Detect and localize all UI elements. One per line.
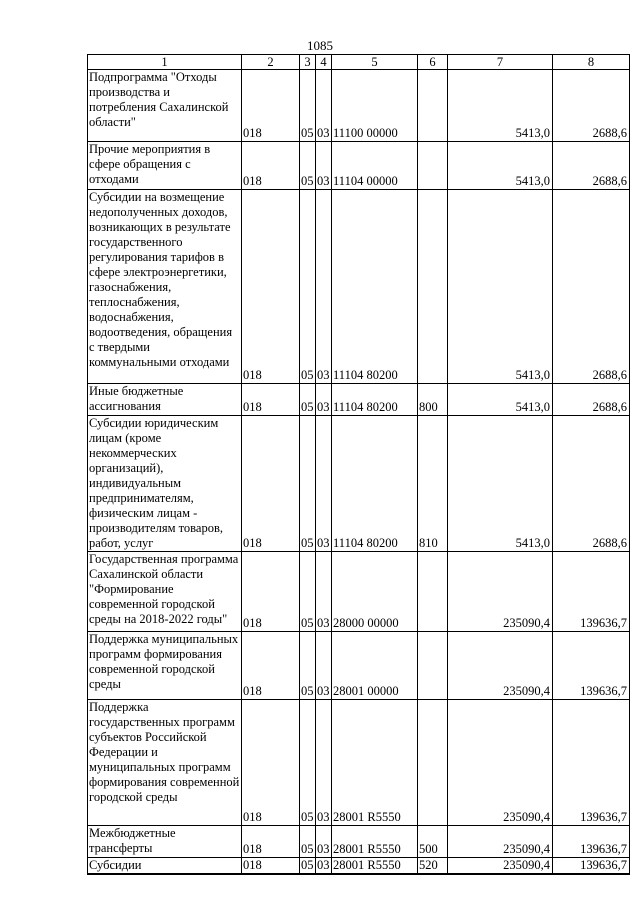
amount-1-cell: 235090,4 <box>448 552 553 632</box>
expense-type-cell: 500 <box>418 826 448 858</box>
section-cell: 05 <box>300 632 316 700</box>
amount-1-cell: 235090,4 <box>448 700 553 826</box>
amount-2-cell: 139636,7 <box>553 552 630 632</box>
subsection-cell: 03 <box>316 632 332 700</box>
row-name-cell: Субсидии на возмещение недополученных доходов, возникающих в результате государственного регулирования тарифов в сфере электроэнергетики, газоснабжения, теплоснабжения, водоснабжения, водоотведения, обращения с твердыми коммунальными отходами <box>88 190 242 384</box>
subsection-cell: 03 <box>316 416 332 552</box>
target-article-cell: 28001 00000 <box>332 632 418 700</box>
amount-1-cell: 5413,0 <box>448 416 553 552</box>
table-row <box>88 190 630 384</box>
table-row <box>88 70 630 142</box>
subsection-cell: 03 <box>317 858 330 872</box>
section-cell: 05 <box>300 416 316 552</box>
expense-type-cell: 810 <box>418 416 448 552</box>
table-row <box>88 700 630 826</box>
header-cell: 7 <box>448 55 553 70</box>
subsection-cell: 03 <box>316 552 332 632</box>
amount-2-cell: 139636,7 <box>553 858 630 875</box>
table-row <box>88 826 630 858</box>
section-cell: 05 <box>300 142 316 190</box>
header-cell: 4 <box>316 55 332 70</box>
section-cell: 05 <box>300 826 316 858</box>
table-body <box>88 55 630 875</box>
target-article-cell: 11104 80200 <box>332 190 418 384</box>
target-article-cell: 28000 00000 <box>332 552 418 632</box>
table-row <box>88 858 630 875</box>
ministry-code-cell: 018 <box>242 416 300 552</box>
section-cell: 05 <box>300 70 316 142</box>
section-cell: 05 <box>300 552 316 632</box>
ministry-code-cell: 018 <box>242 632 300 700</box>
header-cell: 3 <box>300 55 316 70</box>
header-cell: 8 <box>553 55 630 70</box>
subsection-cell: 03 <box>316 384 332 416</box>
expense-type-cell: 520 <box>418 858 448 875</box>
target-article-cell: 28001 R5550 <box>332 858 418 875</box>
ministry-code-cell: 018 <box>242 858 300 875</box>
expense-type-cell: 800 <box>418 384 448 416</box>
ministry-code-cell: 018 <box>242 552 300 632</box>
expense-type-cell <box>418 142 448 190</box>
row-name-cell: Подпрограмма "Отходы производства и потребления Сахалинской области" <box>88 70 242 142</box>
amount-2-cell: 139636,7 <box>553 632 630 700</box>
expense-type-cell <box>418 632 448 700</box>
table-row <box>88 552 630 632</box>
budget-table <box>87 54 630 875</box>
expense-type-cell <box>418 552 448 632</box>
expense-type-cell <box>418 700 448 826</box>
target-article-cell: 11104 80200 <box>332 416 418 552</box>
amount-1-cell: 5413,0 <box>448 384 553 416</box>
row-name-cell: Поддержка муниципальных программ формирования современной городской среды <box>88 632 242 700</box>
ministry-code-cell: 018 <box>242 142 300 190</box>
table-row <box>88 416 630 552</box>
amount-1-cell: 5413,0 <box>448 190 553 384</box>
amount-2-cell: 2688,6 <box>553 416 630 552</box>
amount-2-cell: 2688,6 <box>553 142 630 190</box>
target-article-cell: 28001 R5550 <box>332 826 418 858</box>
row-name-cell: Поддержка государственных программ субъектов Российской Федерации и муниципальных программ формирования современной городской среды <box>88 700 242 826</box>
amount-1-cell: 5413,0 <box>448 70 553 142</box>
expense-type-cell <box>418 190 448 384</box>
target-article-cell: 28001 R5550 <box>332 700 418 826</box>
subsection-cell: 03 <box>316 142 332 190</box>
amount-1-cell: 235090,4 <box>448 632 553 700</box>
row-name-cell: Иные бюджетные ассигнования <box>88 384 242 416</box>
amount-1-cell: 235090,4 <box>448 858 553 875</box>
ministry-code-cell: 018 <box>242 70 300 142</box>
amount-1-cell: 5413,0 <box>448 142 553 190</box>
row-name-cell: Государственная программа Сахалинской области "Формирование современной городской среды на 2018-2022 годы" <box>88 552 242 632</box>
header-cell: 2 <box>242 55 300 70</box>
amount-2-cell: 2688,6 <box>553 384 630 416</box>
subsection-cell: 03 <box>316 70 332 142</box>
section-cell: 05 <box>301 858 314 872</box>
row-name-cell: Субсидии юридическим лицам (кроме некоммерческих организаций), индивидуальным предпринимателям, физическим лицам - производителям товаров, работ, услуг <box>88 416 242 552</box>
table-row <box>88 632 630 700</box>
ministry-code-cell: 018 <box>242 826 300 858</box>
page-number: 1085 <box>307 38 333 53</box>
section-cell: 05 <box>300 700 316 826</box>
ministry-code-cell: 018 <box>242 190 300 384</box>
row-name-cell: Межбюджетные трансферты <box>88 826 242 858</box>
row-name-cell: Прочие мероприятия в сфере обращения с отходами <box>88 142 242 190</box>
subsection-cell: 03 <box>316 826 332 858</box>
section-cell: 05 <box>300 190 316 384</box>
ministry-code-cell: 018 <box>242 700 300 826</box>
section-cell: 05 <box>300 384 316 416</box>
row-name-cell: Субсидии <box>88 858 242 875</box>
target-article-cell: 11100 00000 <box>332 70 418 142</box>
expense-type-cell <box>418 70 448 142</box>
target-article-cell: 11104 00000 <box>332 142 418 190</box>
amount-2-cell: 2688,6 <box>553 190 630 384</box>
header-cell: 1 <box>88 55 242 70</box>
amount-2-cell: 2688,6 <box>553 70 630 142</box>
target-article-cell: 11104 80200 <box>332 384 418 416</box>
ministry-code-cell: 018 <box>242 384 300 416</box>
amount-1-cell: 235090,4 <box>448 826 553 858</box>
header-cell: 6 <box>418 55 448 70</box>
header-row <box>88 55 630 70</box>
amount-2-cell: 139636,7 <box>553 826 630 858</box>
table-row <box>88 142 630 190</box>
amount-2-cell: 139636,7 <box>553 700 630 826</box>
subsection-cell: 03 <box>316 700 332 826</box>
subsection-cell: 03 <box>316 190 332 384</box>
header-cell: 5 <box>332 55 418 70</box>
table-row <box>88 384 630 416</box>
